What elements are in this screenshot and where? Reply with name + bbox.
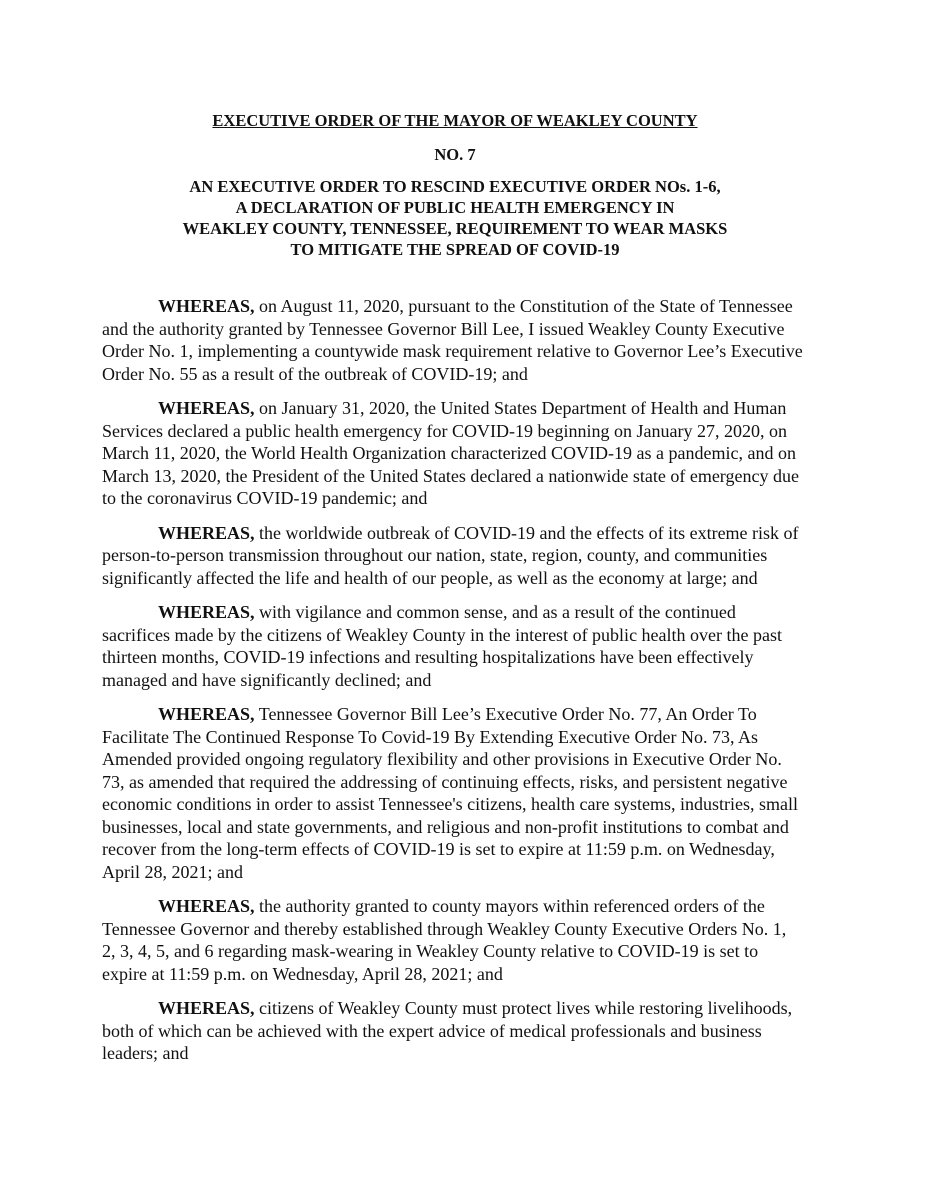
whereas-paragraph [102,397,820,510]
line-text: sacrifices made by the citizens of Weakley County in the interest of public health over the past [102,624,783,645]
paragraph-line [102,816,820,839]
line-text: managed and have significantly declined; and [102,669,432,690]
subtitle-line: TO MITIGATE THE SPREAD OF COVID-19 [290,240,620,259]
line-text: Amended provided ongoing regulatory flexibility and other provisions in Executive Order No. [102,749,782,769]
paragraph-line [102,963,820,986]
line-text: both of which can be achieved with the expert advice of medical professionals and business [102,1020,762,1041]
order-subtitle [100,176,810,260]
paragraph-line [102,601,820,624]
whereas-lead: WHEREAS, [158,998,255,1018]
whereas-paragraph [102,895,820,985]
whereas-lead: WHEREAS, [158,296,255,316]
order-number: NO. 7 [434,145,476,164]
whereas-paragraph [102,601,820,691]
line-text: 73, as amended that required the addressing of continuing effects, risks, and persistent negative [102,771,788,792]
paragraph-line [102,861,820,884]
paragraph-line [102,793,820,816]
paragraph-line [102,340,820,363]
line-text: to the coronavirus COVID-19 pandemic; and [102,488,428,508]
paragraph-line [102,567,820,590]
paragraph-line [102,318,820,341]
paragraph-line [102,918,820,941]
line-text: recover from the long-term effects of COVID-19 is set to expire at 11:59 p.m. on Wednesday, [102,839,775,859]
whereas-paragraph [102,703,820,883]
line-text: significantly affected the life and health of our people, as well as the economy at large; and [102,567,758,588]
line-text: leaders; and [102,1043,189,1063]
line-text: the authority granted to county mayors within referenced orders of the [254,896,765,916]
paragraph-line [102,363,820,386]
paragraph-line [102,420,820,443]
paragraph-line [102,838,820,861]
line-text: expire at 11:59 p.m. on Wednesday, April 28, 2021; and [102,963,503,984]
paragraph-line [102,624,820,647]
paragraph-line [102,997,820,1020]
line-text: the worldwide outbreak of COVID-19 and the effects of its extreme risk of [254,522,799,543]
line-text: and the authority granted by Tennessee Governor Bill Lee, I issued Weakley County Executive [102,318,785,339]
paragraph-line [102,544,820,567]
line-text: Order No. 55 as a result of the outbreak of COVID-19; and [102,363,528,384]
line-text: thirteen months, COVID-19 infections and resulting hospitalizations have been effectively [102,647,754,667]
subtitle-line: AN EXECUTIVE ORDER TO RESCIND EXECUTIVE ORDER NOs. 1-6, [189,177,721,196]
line-text: on January 31, 2020, the United States Department of Health and Human [254,398,787,418]
line-text: with vigilance and common sense, and as a result of the continued [254,602,736,622]
line-text: Services declared a public health emergency for COVID-19 beginning on January 27, 2020, on [102,420,787,441]
line-text: citizens of Weakley County must protect lives while restoring livelihoods, [254,998,793,1018]
paragraph-line [102,646,820,669]
whereas-paragraph [102,997,820,1065]
paragraph-line [102,295,820,318]
whereas-lead: WHEREAS, [158,896,255,916]
paragraph-line [102,726,820,749]
whereas-lead: WHEREAS, [158,602,255,622]
paragraph-line [102,397,820,420]
document-title: EXECUTIVE ORDER OF THE MAYOR OF WEAKLEY COUNTY [212,111,698,130]
paragraph-line [102,703,820,726]
line-text: person-to-person transmission throughout our nation, state, region, county, and communities [102,545,768,565]
line-text: March 11, 2020, the World Health Organization characterized COVID-19 as a pandemic, and on [102,443,796,463]
paragraph-line [102,487,820,510]
line-text: March 13, 2020, the President of the United States declared a nationwide state of emergency due [102,465,799,486]
paragraph-line [102,771,820,794]
line-text: Tennessee Governor Bill Lee’s Executive Order No. 77, An Order To [254,704,757,724]
paragraph-line [102,1042,820,1065]
paragraph-line [102,748,820,771]
paragraph-line [102,522,820,545]
paragraph-line [102,442,820,465]
line-text: businesses, local and state governments, and religious and non-profit institutions to combat and [102,816,789,837]
line-text: on August 11, 2020, pursuant to the Constitution of the State of Tennessee [254,296,793,316]
line-text: 2, 3, 4, 5, and 6 regarding mask-wearing in Weakley County relative to COVID-19 is set to [102,941,759,961]
line-text: Order No. 1, implementing a countywide mask requirement relative to Governor Lee’s Executive [102,341,803,361]
paragraph-line [102,895,820,918]
document-body [102,295,820,1077]
whereas-lead: WHEREAS, [158,398,255,418]
subtitle-line: A DECLARATION OF PUBLIC HEALTH EMERGENCY IN [235,198,675,217]
line-text: Tennessee Governor and thereby established through Weakley County Executive Orders No. 1, [102,918,787,939]
subtitle-line: WEAKLEY COUNTY, TENNESSEE, REQUIREMENT TO WEAR MASKS [182,219,728,238]
whereas-lead: WHEREAS, [158,704,255,724]
paragraph-line [102,940,820,963]
paragraph-line [102,1020,820,1043]
whereas-paragraph [102,295,820,385]
whereas-paragraph [102,522,820,590]
line-text: April 28, 2021; and [102,861,243,882]
paragraph-line [102,465,820,488]
whereas-lead: WHEREAS, [158,522,255,543]
line-text: Facilitate The Continued Response To Covid-19 By Extending Executive Order No. 73, As [102,726,758,747]
paragraph-line [102,669,820,692]
line-text: economic conditions in order to assist Tennessee's citizens, health care systems, industries, small [102,794,798,814]
